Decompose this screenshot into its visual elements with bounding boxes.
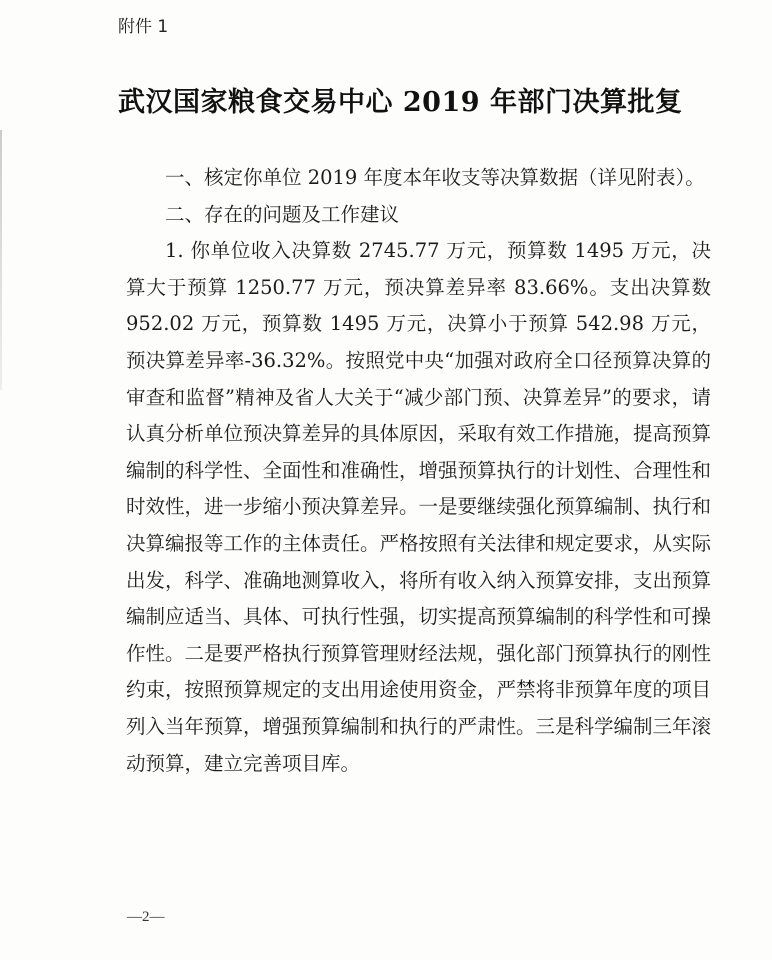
page-number: —2— bbox=[127, 909, 165, 925]
paragraph-approval: 一、核定你单位 2019 年度本年收支等决算数据（详见附表）。 bbox=[165, 166, 705, 189]
attachment-label: 附件 1 bbox=[118, 17, 169, 37]
paragraph-issues-detail: 1. 你单位收入决算数 2745.77 万元，预算数 1495 万元，决算大于预算 1250.77 万元，预决算差异率 83.66%。支出决算数 952.02 万元，预算数 1495 万元，决算小于预算 542.98 万元，预决算差异率-36.32%。按照党中央“加强对政府全口径预算决算的审查和监督”精神及省人大关于“减少部门预、决算差异”的要求，请认真分析单位预决算差异的具体原因，采取有效工作措施，提高预算编制的科学性、全面性和准确性，增强预算执行的计划性、合理性和时效性，进一步缩小预决算差异。一是要继续强化预算编制、执行和决算编报等工作的主体责任。严格按照有关法律和规定要求，从实际出发，科学、准确地测算收入，将所有收入纳入预算安排，支出预算编制应适当、具体、可执行性强，切实提高预算编制的科学性和可操作性。二是要严格执行预算管理财经法规，强化部门预算执行的刚性约束，按照预算规定的支出用途使用资金，严禁将非预算年度的项目列入当年预算，增强预算编制和执行的严肃性。三是科学编制三年滚动预算，建立完善项目库。 bbox=[126, 239, 712, 775]
scan-edge-shadow bbox=[0, 130, 2, 390]
document-body bbox=[126, 160, 711, 782]
document-title: 武汉国家粮食交易中心 2019 年部门决算批复 bbox=[118, 87, 683, 118]
paragraph-issues-heading: 二、存在的问题及工作建议 bbox=[165, 202, 400, 226]
